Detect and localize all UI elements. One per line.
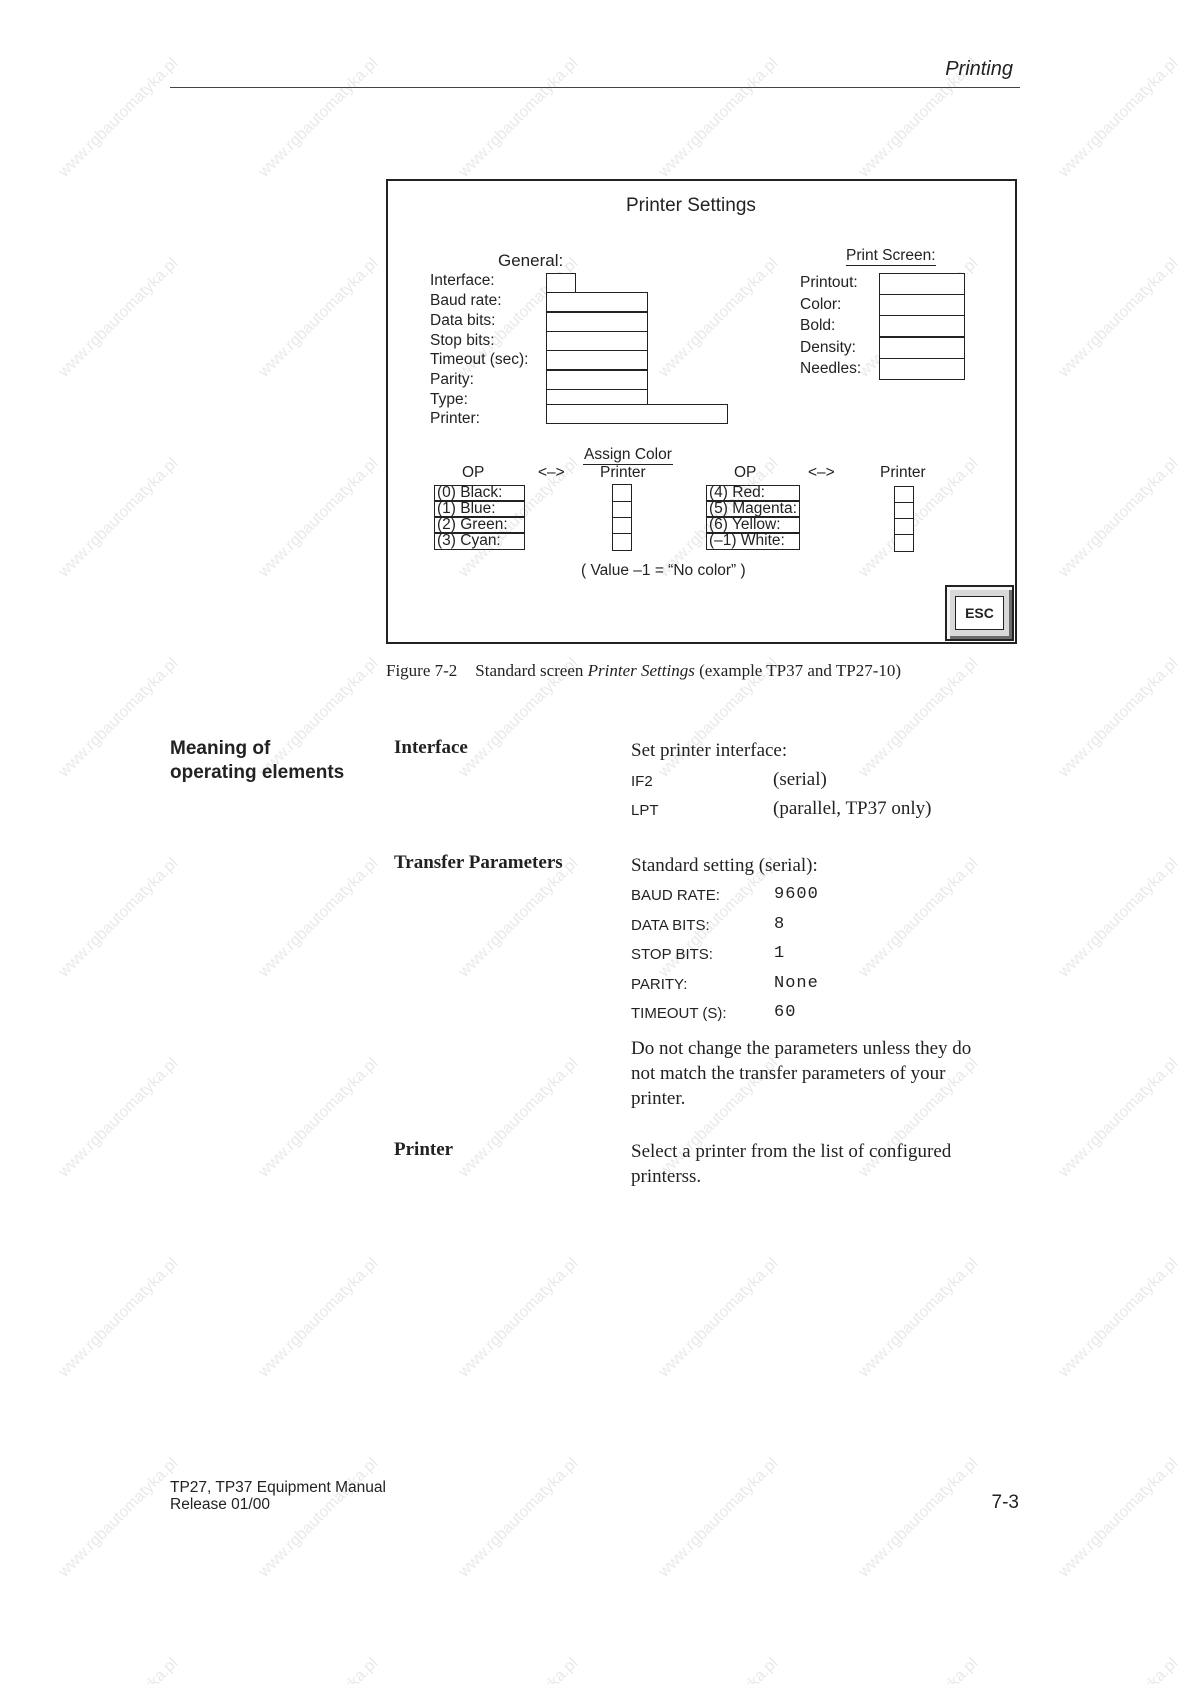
- transfer-note-line1: Do not change the parameters unless they do: [631, 1038, 972, 1059]
- meaning-heading: [170, 737, 344, 785]
- param-code-data-bits: DATA BITS:: [631, 917, 710, 934]
- printout-field[interactable]: [879, 273, 965, 295]
- color-label-yellow: (6) Yellow:: [706, 517, 800, 533]
- color-label-blue: (1) Blue:: [434, 501, 525, 517]
- printer-color-red-field[interactable]: [894, 486, 914, 503]
- header-divider: [170, 87, 1020, 88]
- label-needles: Needles:: [800, 360, 862, 377]
- printer-desc: [631, 1139, 951, 1189]
- arrow-left: <–>: [538, 464, 565, 481]
- param-code-parity: PARITY:: [631, 976, 688, 993]
- interface-field[interactable]: [546, 273, 576, 293]
- label-printout: Printout:: [800, 274, 858, 291]
- transfer-note-line2: not match the transfer parameters of your: [631, 1063, 946, 1084]
- interface-value-lpt: (parallel, TP37 only): [773, 798, 932, 819]
- param-code-baud: BAUD RATE:: [631, 887, 720, 904]
- printer-desc-line2: printerss.: [631, 1166, 702, 1187]
- label-parity: Parity:: [430, 371, 474, 388]
- label-data-bits: Data bits:: [430, 312, 496, 329]
- param-code-stop-bits: STOP BITS:: [631, 946, 713, 963]
- general-heading: General:: [498, 251, 564, 270]
- interface-code-if2: IF2: [631, 773, 653, 790]
- param-value-parity: None: [774, 974, 819, 993]
- footer-release: Release 01/00: [170, 1496, 270, 1513]
- printer-color-magenta-field[interactable]: [894, 502, 914, 519]
- figure-caption: [386, 661, 901, 681]
- section-title: Printing: [945, 58, 1013, 80]
- page-number: 7-3: [991, 1492, 1019, 1513]
- param-value-timeout: 60: [774, 1003, 797, 1022]
- label-baud-rate: Baud rate:: [430, 292, 502, 309]
- caption-suffix: (example TP37 and TP27-10): [694, 661, 902, 680]
- param-code-timeout: TIMEOUT (S):: [631, 1005, 727, 1022]
- label-density: Density:: [800, 339, 856, 356]
- interface-term: Interface: [394, 737, 468, 758]
- label-timeout: Timeout (sec):: [430, 351, 529, 368]
- printer-column-label-left: Printer: [600, 464, 646, 481]
- transfer-term: Transfer Parameters: [394, 852, 563, 873]
- param-value-data-bits: 8: [774, 915, 786, 934]
- printer-color-green-field[interactable]: [612, 517, 632, 534]
- data-bits-field[interactable]: [546, 312, 648, 332]
- param-value-baud: 9600: [774, 885, 819, 904]
- color-label-magenta: (5) Magenta:: [706, 501, 800, 517]
- label-interface: Interface:: [430, 272, 495, 289]
- label-type: Type:: [430, 391, 468, 408]
- color-label-red: (4) Red:: [706, 485, 800, 501]
- transfer-note: [631, 1036, 971, 1111]
- printer-color-cyan-field[interactable]: [612, 533, 632, 551]
- screen-title: Printer Settings: [626, 195, 756, 216]
- transfer-note-line3: printer.: [631, 1088, 686, 1109]
- printer-field[interactable]: [546, 404, 728, 424]
- color-label-white: (–1) White:: [706, 533, 800, 550]
- figure-number: Figure 7-2: [386, 661, 458, 680]
- label-stop-bits: Stop bits:: [430, 332, 495, 349]
- assign-color-heading: Assign Color: [584, 446, 672, 463]
- param-value-stop-bits: 1: [774, 944, 786, 963]
- bold-field[interactable]: [879, 315, 965, 337]
- color-field[interactable]: [879, 294, 965, 316]
- esc-button[interactable]: [945, 585, 1014, 641]
- transfer-desc: Standard setting (serial):: [631, 855, 818, 876]
- parity-field[interactable]: [546, 370, 648, 390]
- arrow-right: <–>: [808, 464, 835, 481]
- interface-desc: Set printer interface:: [631, 740, 788, 761]
- timeout-field[interactable]: [546, 350, 648, 370]
- printer-column-label-right: Printer: [880, 464, 926, 481]
- footer-manual-title: TP27, TP37 Equipment Manual: [170, 1479, 386, 1496]
- baud-rate-field[interactable]: [546, 292, 648, 312]
- color-label-green: (2) Green:: [434, 517, 525, 533]
- printer-color-white-field[interactable]: [894, 534, 914, 552]
- print-screen-heading: Print Screen:: [846, 247, 936, 264]
- footer-manual-info: [170, 1479, 386, 1513]
- needles-field[interactable]: [879, 358, 965, 380]
- printer-settings-screen: [386, 179, 1017, 644]
- printer-desc-line1: Select a printer from the list of configured: [631, 1141, 952, 1162]
- meaning-heading-line2: operating elements: [170, 762, 345, 783]
- stop-bits-field[interactable]: [546, 331, 648, 351]
- meaning-heading-line1: Meaning of: [170, 738, 271, 759]
- label-color: Color:: [800, 296, 842, 313]
- color-label-black: (0) Black:: [434, 485, 525, 501]
- label-bold: Bold:: [800, 317, 836, 334]
- no-color-note: ( Value –1 = “No color” ): [581, 562, 746, 579]
- label-printer: Printer:: [430, 410, 480, 427]
- printer-color-blue-field[interactable]: [612, 501, 632, 518]
- esc-button-label: ESC: [955, 596, 1004, 630]
- density-field[interactable]: [879, 337, 965, 359]
- op-column-label-right: OP: [734, 464, 757, 481]
- caption-prefix: Standard screen: [475, 661, 588, 680]
- interface-code-lpt: LPT: [631, 802, 659, 819]
- printer-term: Printer: [394, 1139, 454, 1160]
- printer-color-black-field[interactable]: [612, 484, 632, 502]
- printer-color-yellow-field[interactable]: [894, 518, 914, 535]
- caption-italic: Printer Settings: [587, 661, 695, 680]
- op-column-label-left: OP: [462, 464, 485, 481]
- interface-value-if2: (serial): [773, 769, 827, 790]
- color-label-cyan: (3) Cyan:: [434, 533, 525, 550]
